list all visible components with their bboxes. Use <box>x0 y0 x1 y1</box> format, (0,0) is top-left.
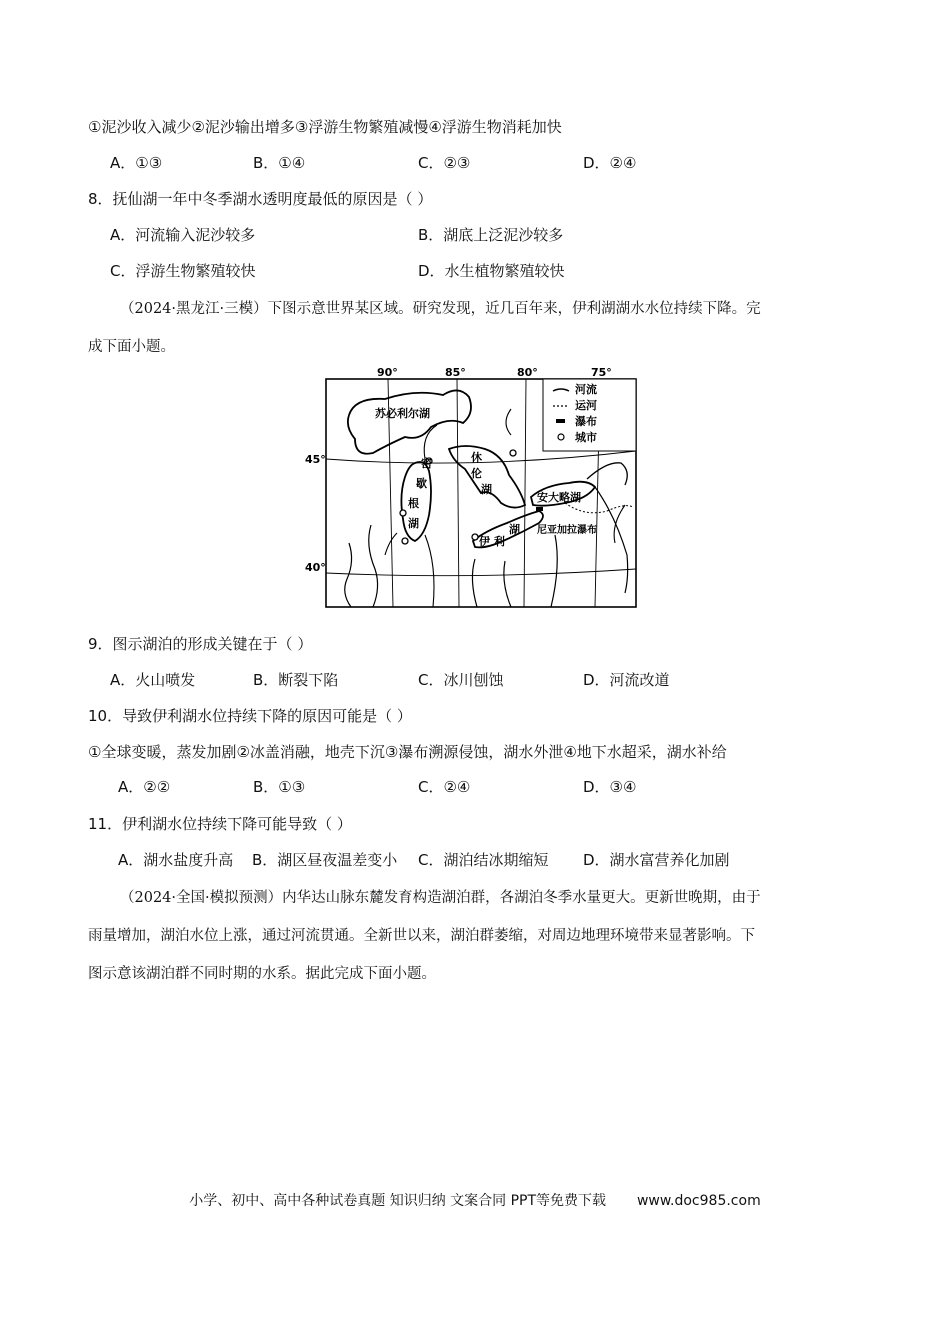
q9-stem: 9．图示湖泊的形成关键在于（ ） <box>88 635 313 653</box>
q11-choice-c[interactable]: C．湖泊结冰期缩短 <box>418 851 549 869</box>
label-erie-a: 湖 <box>509 523 520 536</box>
legend-river-label: 河流 <box>575 383 597 396</box>
q7-choice-a[interactable]: A．①③ <box>110 154 163 172</box>
label-superior: 苏必利尔湖 <box>375 407 430 420</box>
q11-choice-b[interactable]: B．湖区昼夜温差变小 <box>252 851 398 869</box>
q9-choice-b[interactable]: B．断裂下陷 <box>253 671 339 689</box>
label-niagara: 尼亚加拉瀑布 <box>537 525 597 536</box>
label-michigan-3: 根 <box>408 497 419 510</box>
q10-options-line: ①全球变暖，蒸发加剧②冰盖消融，地壳下沉③瀑布溯源侵蚀，湖水外泄④地下水超采，湖水补给 <box>88 743 727 761</box>
q9-choice-c[interactable]: C．冰川刨蚀 <box>418 671 504 689</box>
q11-choice-d[interactable]: D．湖水富营养化加剧 <box>583 851 730 869</box>
q10-choice-d[interactable]: D．③④ <box>583 778 637 796</box>
city-marker <box>472 534 478 540</box>
label-michigan-4: 湖 <box>408 517 419 530</box>
legend-falls-symbol <box>556 419 565 423</box>
q9-choice-a[interactable]: A．火山喷发 <box>110 671 196 689</box>
label-huron-3: 湖 <box>481 483 492 496</box>
q7-options-line: ①泥沙收入减少②泥沙输出增多③浮游生物繁殖减慢④浮游生物消耗加快 <box>88 118 562 136</box>
niagara-falls-mark <box>536 507 543 511</box>
q10-choice-c[interactable]: C．②④ <box>418 778 471 796</box>
q8-choice-c[interactable]: C．浮游生物繁殖较快 <box>110 262 256 280</box>
q10-stem: 10．导致伊利湖水位持续下降的原因可能是（ ） <box>88 707 412 725</box>
q10-choice-a[interactable]: A．②② <box>118 778 171 796</box>
intro-next-line2: 雨量增加，湖泊水位上涨，通过河流贯通。全新世以来，湖泊群萎缩，对周边地理环境带来显著影响。下 <box>88 928 755 944</box>
label-huron-2: 伦 <box>471 467 482 480</box>
intro-9-11-line1: （2024·黑龙江·三模）下图示意世界某区域。研究发现，近几百年来，伊利湖湖水水位持续下降。完 <box>120 301 761 317</box>
lat-40: 40° <box>305 561 326 574</box>
q11-choice-a[interactable]: A．湖水盐度升高 <box>118 851 234 869</box>
q9-choice-d[interactable]: D．河流改道 <box>583 671 670 689</box>
q8-choice-d[interactable]: D．水生植物繁殖较快 <box>418 262 565 280</box>
q8-stem: 8．抚仙湖一年中冬季湖水透明度最低的原因是（ ） <box>88 190 433 208</box>
q7-choice-c[interactable]: C．②③ <box>418 154 471 172</box>
footer-url[interactable]: www.doc985.com <box>636 1193 761 1209</box>
q7-choice-b[interactable]: B．①④ <box>253 154 306 172</box>
page-footer <box>0 1190 950 1210</box>
lon-80: 80° <box>517 366 538 379</box>
map-svg <box>305 365 637 609</box>
intro-next-line3: 图示意该湖泊群不同时期的水系。据此完成下面小题。 <box>88 966 436 982</box>
city-marker <box>402 538 408 544</box>
legend-city-symbol <box>558 434 564 440</box>
legend-falls-label: 瀑布 <box>575 415 597 428</box>
intro-next-line1: （2024·全国·模拟预测）内华达山脉东麓发育构造湖泊群，各湖泊冬季水量更大。更新世晚期，由于 <box>120 890 761 906</box>
city-marker <box>510 450 516 456</box>
legend-canal-label: 运河 <box>575 399 597 412</box>
q10-choice-b[interactable]: B．①③ <box>253 778 306 796</box>
lon-75: 75° <box>591 366 612 379</box>
lon-90: 90° <box>377 366 398 379</box>
lon-85: 85° <box>445 366 466 379</box>
city-marker <box>400 510 406 516</box>
q11-stem: 11．伊利湖水位持续下降可能导致（ ） <box>88 815 352 833</box>
q8-choice-b[interactable]: B．湖底上泛泥沙较多 <box>418 226 564 244</box>
footer-text: 小学、初中、高中各种试卷真题 知识归纳 文案合同 PPT等免费下载 <box>189 1193 607 1209</box>
legend-city-label: 城市 <box>575 431 597 444</box>
q7-choice-d[interactable]: D．②④ <box>583 154 637 172</box>
great-lakes-map <box>305 365 637 609</box>
intro-9-11-line2: 成下面小题。 <box>88 339 175 355</box>
label-michigan-2: 歇 <box>416 477 427 490</box>
label-huron-1: 休 <box>471 451 482 464</box>
label-michigan-1: 密 <box>421 457 432 470</box>
lat-45: 45° <box>305 453 326 466</box>
label-erie-b: 伊 利 <box>479 535 505 548</box>
label-ontario: 安大略湖 <box>537 491 581 504</box>
q8-choice-a[interactable]: A．河流输入泥沙较多 <box>110 226 256 244</box>
